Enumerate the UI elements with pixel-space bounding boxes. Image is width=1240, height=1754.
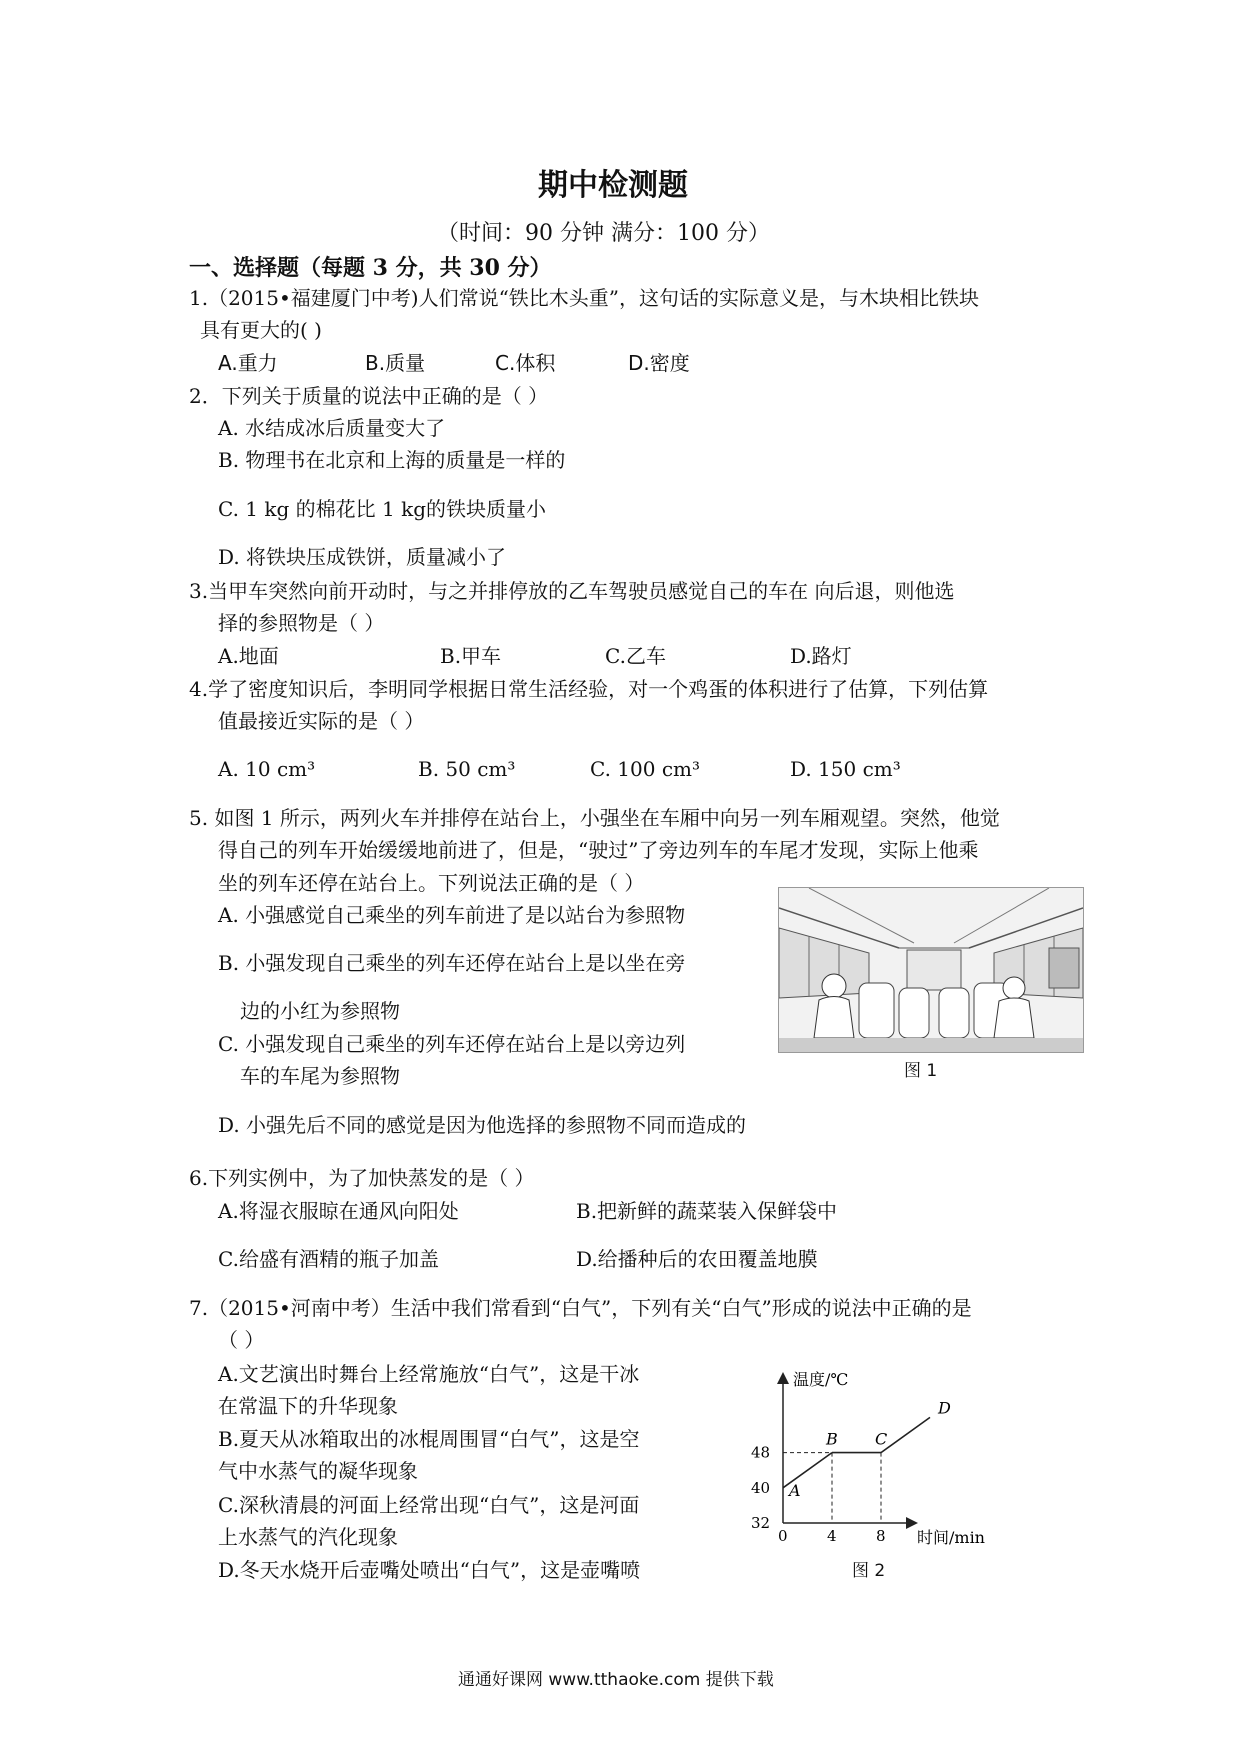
question-text: 1.（2015•福建厦门中考)人们常说“铁比木头重”，这句话的实际意义是，与木块相比铁块: [189, 286, 980, 310]
temperature-time-chart: [745, 1365, 1010, 1550]
option: D.给播种后的农田覆盖地膜: [576, 1247, 818, 1271]
option: B.夏天从冰箱取出的冰棍周围冒“白气”，这是空: [218, 1427, 640, 1451]
question-text: 具有更大的( ): [200, 318, 322, 342]
y-axis-label: 温度/℃: [793, 1370, 849, 1389]
point-label: C: [875, 1429, 888, 1449]
option: C.体积: [495, 351, 556, 375]
point-label: B: [826, 1429, 838, 1449]
question-text: 7.（2015•河南中考）生活中我们常看到“白气”，下列有关“白气”形成的说法中正确的是: [189, 1296, 972, 1320]
option: D.冬天水烧开后壶嘴处喷出“白气”，这是壶嘴喷: [218, 1558, 641, 1582]
option: A.地面: [218, 644, 279, 668]
x-tick-label: 4: [827, 1527, 837, 1545]
option: 边的小红为参照物: [240, 999, 400, 1023]
option: B.甲车: [440, 644, 502, 668]
option: A.文艺演出时舞台上经常施放“白气”，这是干冰: [218, 1362, 640, 1386]
train-interior-illustration: [779, 888, 1083, 1052]
question-text: 坐的列车还停在站台上。下列说法正确的是（ ）: [218, 871, 645, 895]
point-label: A: [789, 1480, 801, 1500]
option: D. 小强先后不同的感觉是因为他选择的参照物不同而造成的: [218, 1113, 747, 1137]
option: D.密度: [628, 351, 690, 375]
option: 气中水蒸气的凝华现象: [218, 1459, 418, 1483]
x-tick-label: 8: [876, 1527, 886, 1545]
question-text: 6.下列实例中，为了加快蒸发的是（ ）: [189, 1166, 535, 1190]
y-tick-label: 40: [751, 1478, 771, 1497]
section-heading: 一、选择题（每题 3 分，共 30 分）: [189, 255, 552, 281]
question-text: （ ）: [218, 1328, 265, 1352]
option: B.质量: [365, 351, 426, 375]
option: C. 小强发现自己乘坐的列车还停在站台上是以旁边列: [218, 1032, 686, 1056]
option: C.深秋清晨的河面上经常出现“白气”，这是河面: [218, 1493, 640, 1517]
question-text: 择的参照物是（ ）: [218, 611, 385, 635]
option: A.将湿衣服晾在通风向阳处: [218, 1199, 459, 1223]
option: 车的车尾为参照物: [240, 1064, 400, 1088]
option: D.路灯: [790, 644, 852, 668]
question-text: 4.学了密度知识后，李明同学根据日常生活经验，对一个鸡蛋的体积进行了估算，下列估算: [189, 677, 989, 701]
option: A. 10 cm³: [218, 757, 316, 781]
y-tick-label: 32: [751, 1514, 771, 1532]
question-text: 值最接近实际的是（ ）: [218, 709, 425, 733]
option: D. 将铁块压成铁饼，质量减小了: [218, 545, 507, 569]
exam-info: （时间：90 分钟 满分：100 分）: [437, 221, 770, 246]
train-interior-image: [778, 887, 1084, 1053]
option: D. 150 cm³: [790, 757, 901, 781]
option: B.把新鲜的蔬菜装入保鲜袋中: [576, 1199, 838, 1223]
question-text: 3.当甲车突然向前开动时，与之并排停放的乙车驾驶员感觉自己的车在 向后退，则他选: [189, 579, 955, 603]
option: A. 小强感觉自己乘坐的列车前进了是以站台为参照物: [218, 903, 686, 927]
footer-text: 通通好课网 www.tthaoke.com 提供下载: [458, 1670, 774, 1690]
option: C.乙车: [605, 644, 666, 668]
page-title: 期中检测题: [538, 168, 688, 203]
option: A.重力: [218, 351, 278, 375]
option: C. 1 kg 的棉花比 1 kg的铁块质量小: [218, 497, 547, 521]
y-tick-label: 48: [751, 1443, 771, 1462]
figure-2-caption: 图 2: [852, 1561, 886, 1581]
option: A. 水结成冰后质量变大了: [218, 416, 446, 440]
temperature-line-segment: [881, 1417, 930, 1452]
option: B. 物理书在北京和上海的质量是一样的: [218, 448, 566, 472]
option: B. 小强发现自己乘坐的列车还停在站台上是以坐在旁: [218, 951, 686, 975]
x-axis-label: 时间/min: [917, 1528, 985, 1547]
option: C.给盛有酒精的瓶子加盖: [218, 1247, 439, 1271]
option: 上水蒸气的汽化现象: [218, 1525, 398, 1549]
x-tick-label: 0: [778, 1527, 788, 1545]
question-text: 5. 如图 1 所示，两列火车并排停在站台上，小强坐在车厢中向另一列车厢观望。突然，他觉: [189, 806, 1000, 830]
option: C. 100 cm³: [590, 757, 701, 781]
figure-1-caption: 图 1: [904, 1061, 938, 1081]
question-text: 得自己的列车开始缓缓地前进了，但是，“驶过”了旁边列车的车尾才发现，实际上他乘: [218, 838, 979, 862]
option: B. 50 cm³: [418, 757, 516, 781]
question-text: 2．下列关于质量的说法中正确的是（ ）: [189, 384, 549, 408]
point-label: D: [938, 1398, 951, 1418]
option: 在常温下的升华现象: [218, 1394, 398, 1418]
